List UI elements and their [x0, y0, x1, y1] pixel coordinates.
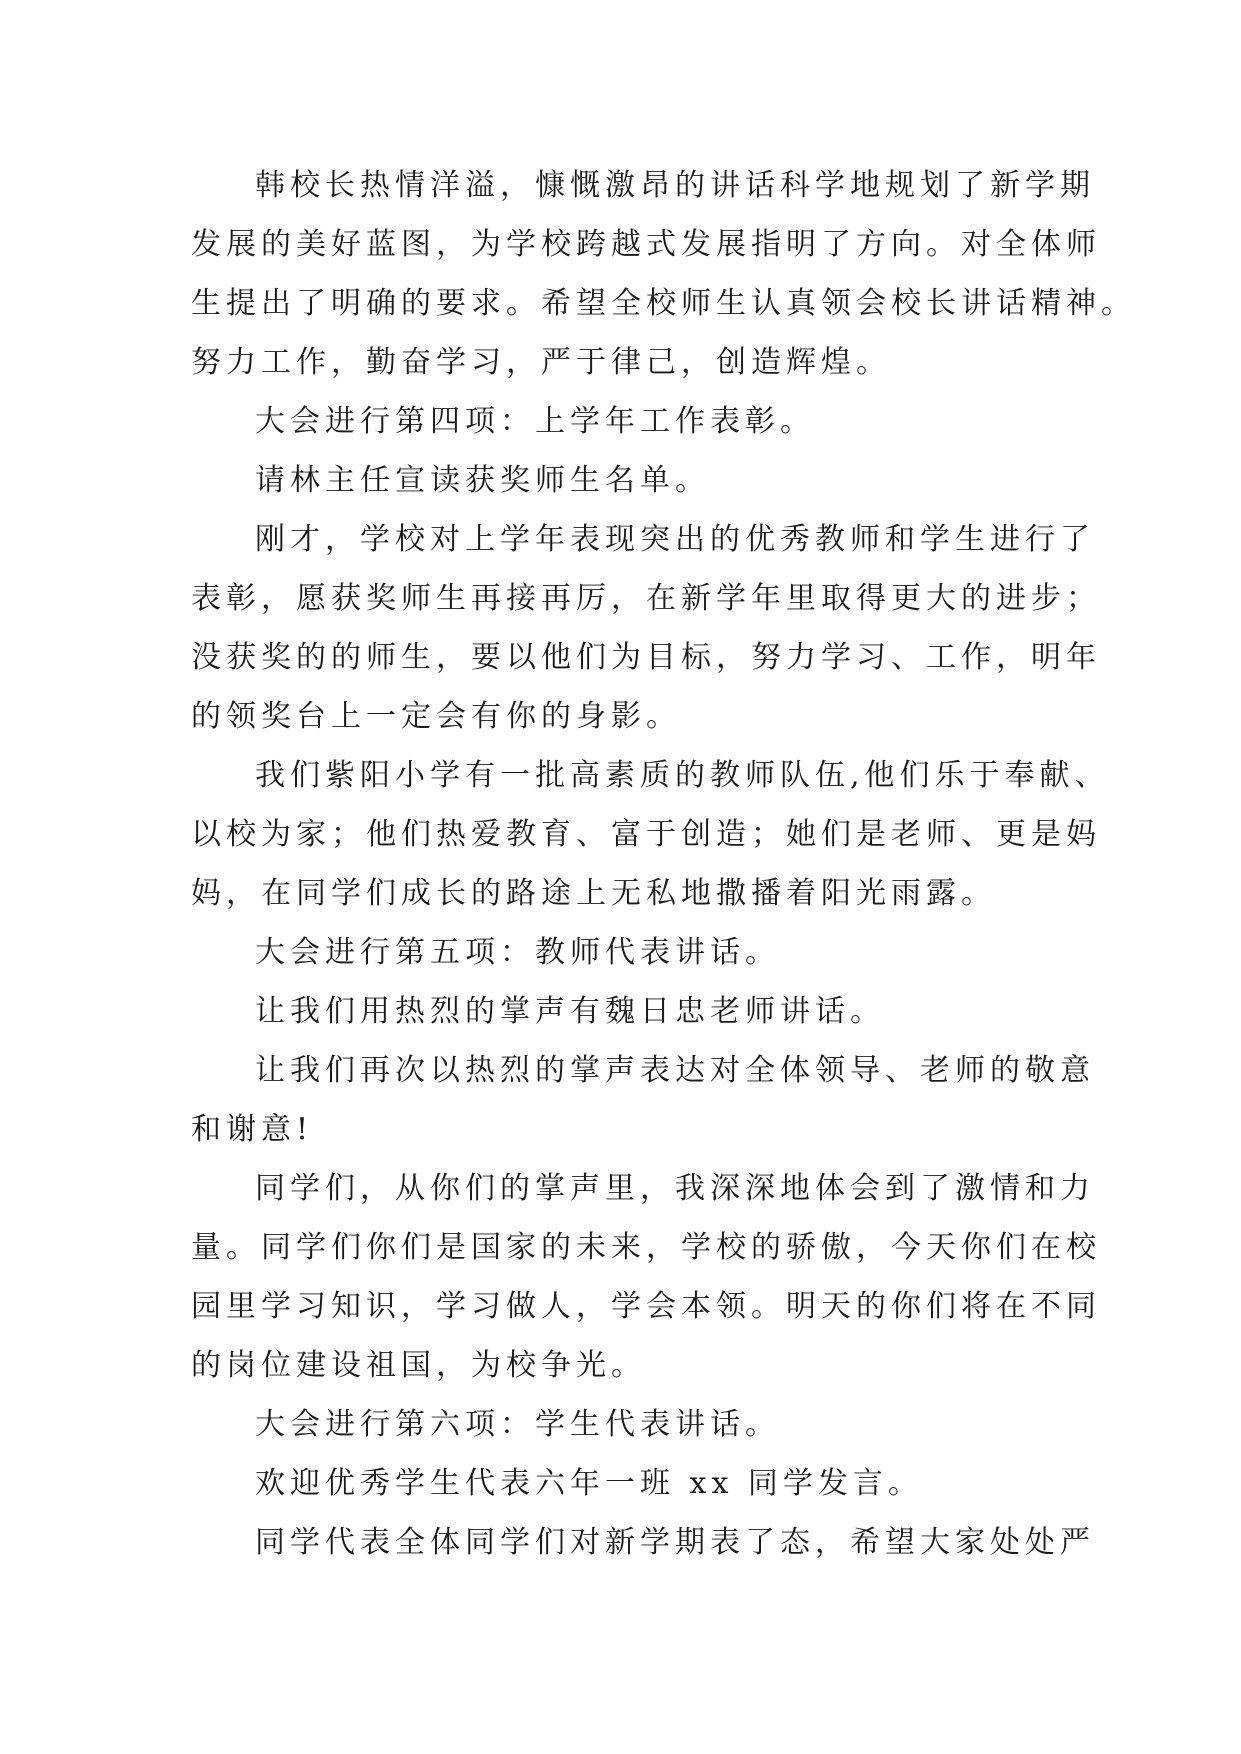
- paragraph-line: 的岗位建设祖国，为校争光。: [191, 1348, 646, 1383]
- paragraph-line: 发展的美好蓝图，为学校跨越式发展指明了方向。对全体师: [191, 227, 1101, 262]
- paragraph-line: 量。同学们你们是国家的未来，学校的骄傲，今天你们在校: [191, 1230, 1101, 1265]
- paragraph-line: 和谢意!: [191, 1112, 314, 1147]
- paragraph-line: 欢迎优秀学生代表六年一班 xx 同学发言。: [255, 1466, 923, 1501]
- agenda-item-4: 大会进行第四项：上学年工作表彰。: [255, 404, 815, 439]
- paragraph-line: 让我们再次以热烈的掌声表达对全体领导、老师的敬意: [255, 1053, 1095, 1088]
- paragraph-line: 生提出了明确的要求。希望全校师生认真领会校长讲话精神。: [191, 286, 1136, 321]
- paragraph-line: 的领奖台上一定会有你的身影。: [191, 699, 681, 734]
- paragraph-line: 刚才，学校对上学年表现突出的优秀教师和学生进行了: [255, 522, 1095, 557]
- document-body: [191, 156, 1136, 1572]
- paragraph-line: 让我们用热烈的掌声有魏日忠老师讲话。: [255, 994, 885, 1029]
- agenda-item-6: 大会进行第六项：学生代表讲话。: [255, 1407, 780, 1442]
- paragraph-line: 同学代表全体同学们对新学期表了态，希望大家处处严: [255, 1525, 1095, 1560]
- paragraph-line: 以校为家；他们热爱教育、富于创造；她们是老师、更是妈: [191, 817, 1101, 852]
- paragraph-line: 同学们，从你们的掌声里，我深深地体会到了激情和力: [255, 1171, 1095, 1206]
- paragraph-line: 表彰，愿获奖师生再接再厉，在新学年里取得更大的进步；: [191, 581, 1101, 616]
- paragraph-line: 妈，在同学们成长的路途上无私地撒播着阳光雨露。: [191, 876, 996, 911]
- paragraph-line: 韩校长热情洋溢，慷慨激昂的讲话科学地规划了新学期: [255, 168, 1095, 203]
- paragraph-line: 请林主任宣读获奖师生名单。: [255, 463, 710, 498]
- paragraph-line: 园里学习知识，学习做人，学会本领。明天的你们将在不同: [191, 1289, 1101, 1324]
- agenda-item-5: 大会进行第五项：教师代表讲话。: [255, 935, 780, 970]
- paragraph-line: 努力工作，勤奋学习，严于律己，创造辉煌。: [191, 345, 891, 380]
- paragraph-line: 我们紫阳小学有一批高素质的教师队伍,他们乐于奉献、: [255, 758, 1110, 793]
- paragraph-line: 没获奖的的师生，要以他们为目标，努力学习、工作，明年: [191, 640, 1101, 675]
